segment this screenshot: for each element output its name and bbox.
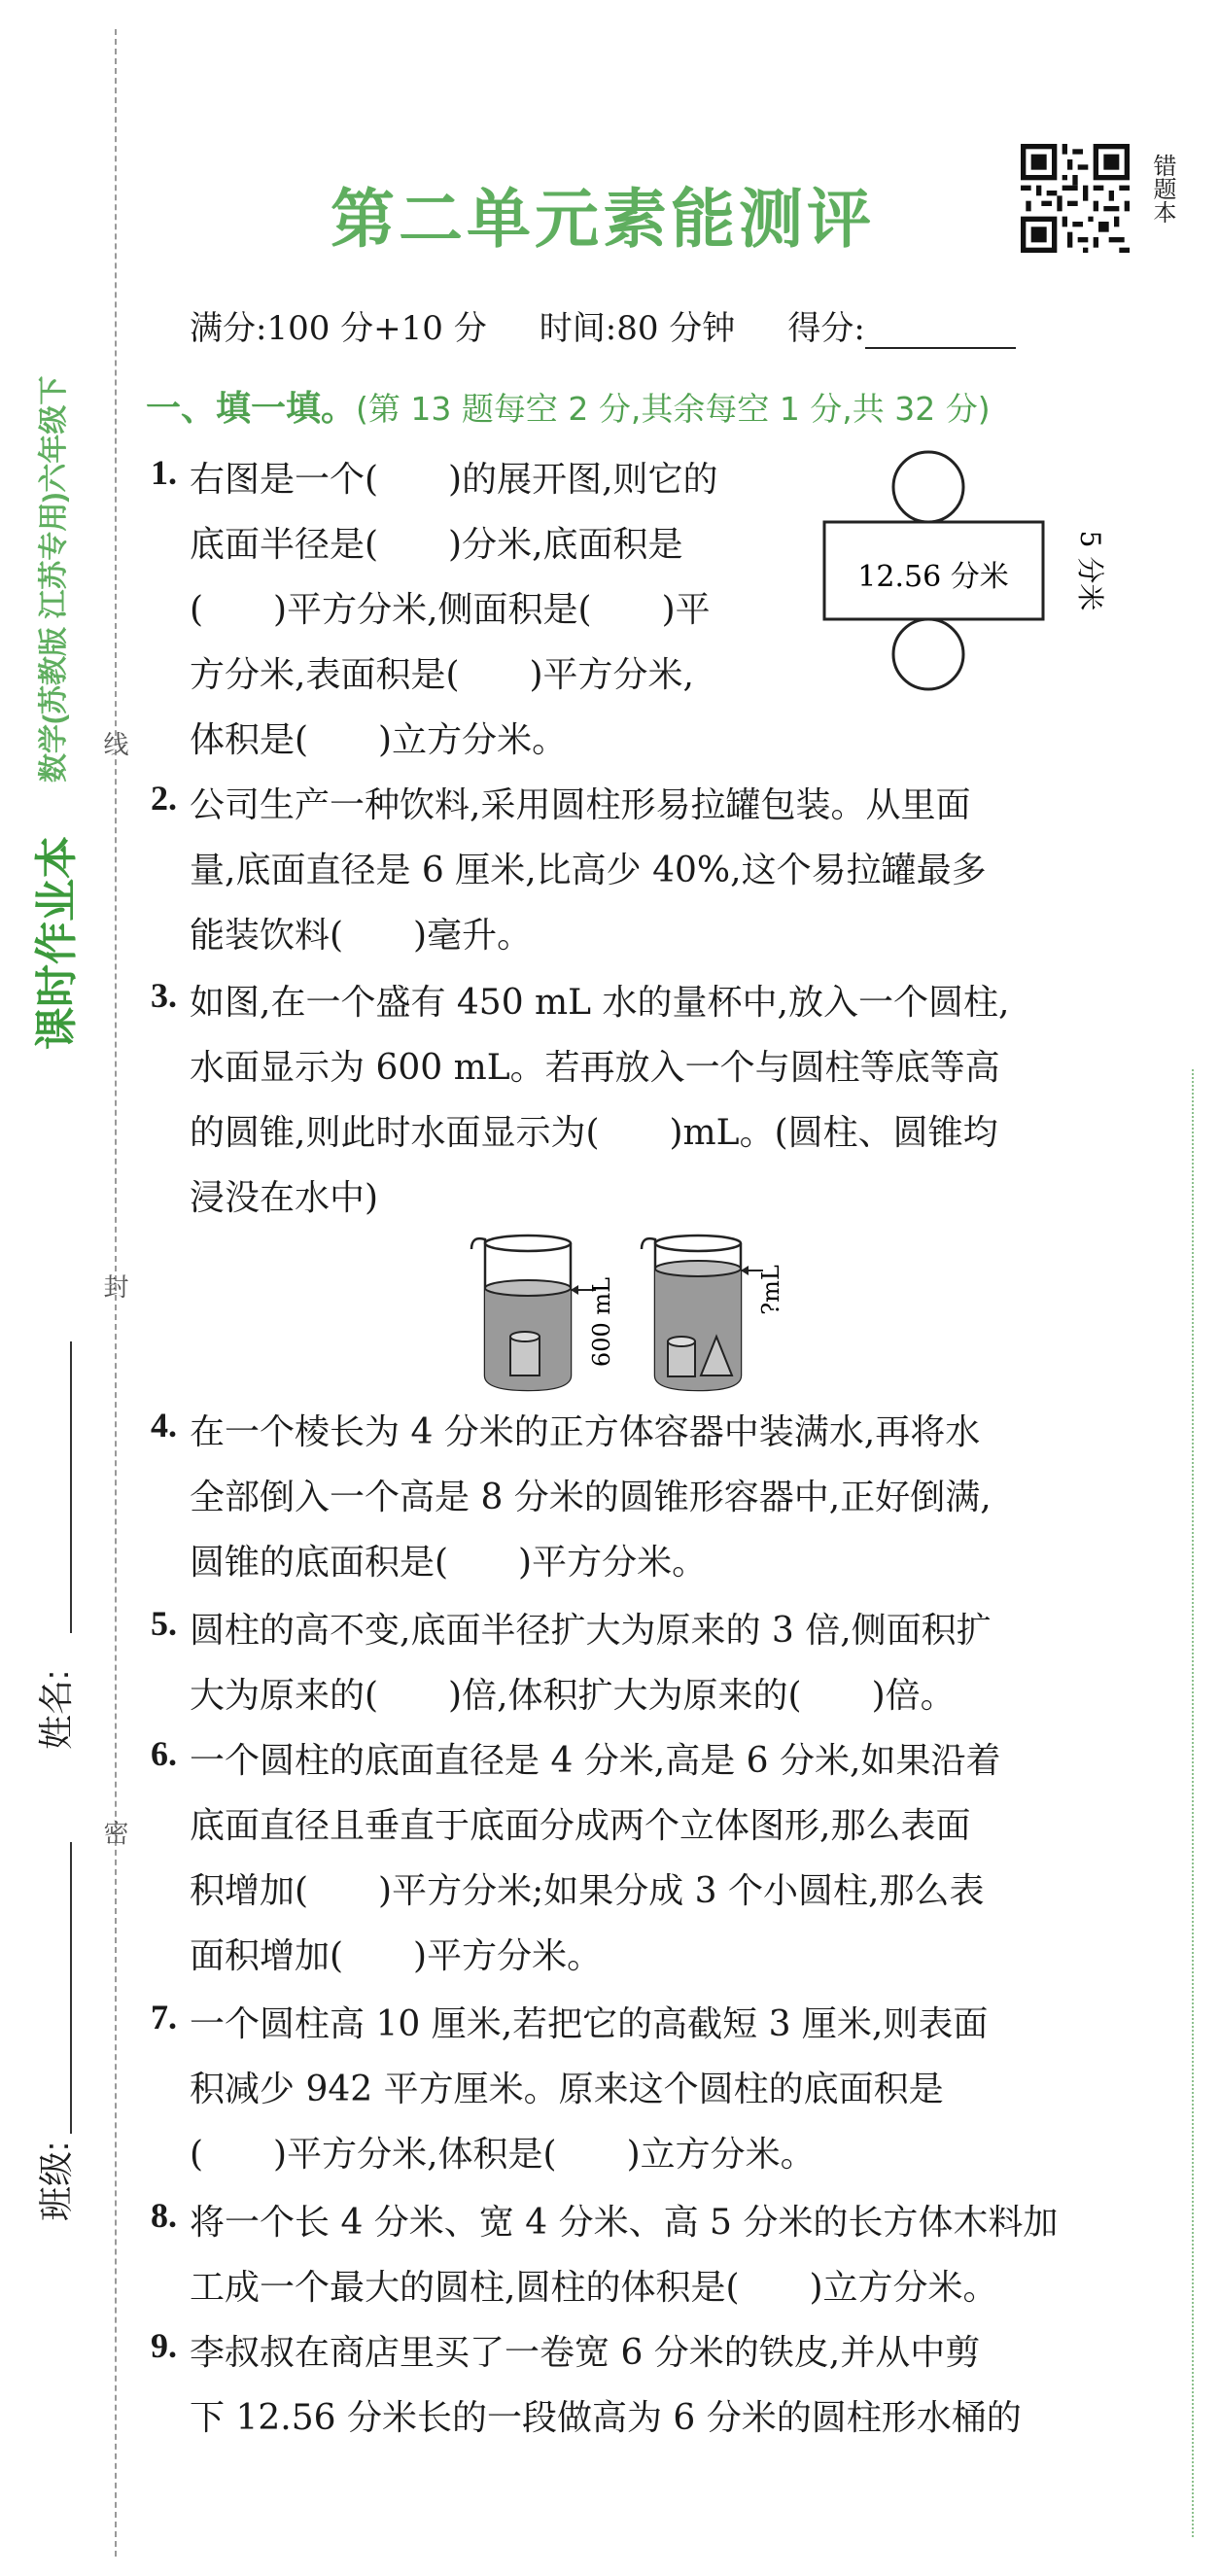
section-heading: [146, 381, 991, 431]
question-line: 积增加( )平方分米;如果分成 3 个小圆柱,那么表: [190, 1871, 985, 1911]
question-line: 量,底面直径是 6 厘米,比高少 40%,这个易拉罐最多: [190, 851, 987, 890]
question-line: 方分米,表面积是( )平方分米,: [190, 655, 694, 695]
right-volume-label: ?mL: [757, 1265, 784, 1315]
question-number: 2.: [151, 779, 177, 818]
question-line: 能装饮料( )毫升。: [190, 916, 533, 956]
question-line: 一个圆柱的底面直径是 4 分米,高是 6 分米,如果沿着: [190, 1741, 1001, 1781]
score-info: [190, 301, 1016, 349]
question-line: 右图是一个( )的展开图,则它的: [190, 460, 718, 500]
question-line: 全部倒入一个高是 8 分米的圆锥形容器中,正好倒满,: [190, 1478, 992, 1517]
question-line: 积减少 942 平方厘米。原来这个圆柱的底面积是: [190, 2070, 944, 2109]
full-score: 满分:100 分+10 分: [190, 309, 487, 348]
class-label: 班级:: [36, 2141, 76, 2221]
question-line: 的圆锥,则此时水面显示为( )mL。(圆柱、圆锥均: [190, 1113, 998, 1153]
class-underline: [70, 1842, 72, 2134]
subject-label: 数学(苏教版 江苏专用)六年级下: [38, 375, 70, 783]
question-line: 在一个棱长为 4 分米的正方体容器中装满水,再将水: [190, 1412, 981, 1452]
top-circle: [893, 452, 963, 522]
question-9: [190, 2320, 1113, 2451]
score-label: 得分:: [787, 309, 865, 348]
question-number: 8.: [151, 2196, 177, 2235]
question-3: [190, 970, 1113, 1231]
section-note: (第 13 题每空 2 分,其余每空 1 分,共 32 分): [356, 390, 991, 428]
question-8: [190, 2190, 1113, 2320]
question-line: 一个圆柱高 10 厘米,若把它的高截短 3 厘米,则表面: [190, 2004, 989, 2044]
question-4: [190, 1400, 1113, 1595]
question-line: 浸没在水中): [190, 1178, 379, 1218]
brand-logo: 课时作业本: [33, 836, 81, 1050]
question-7: [190, 1992, 1113, 2187]
question-line: 大为原来的( )倍,体积扩大为原来的( )倍。: [190, 1676, 956, 1716]
cylinder-net-diagram: [817, 442, 1108, 705]
right-beaker: [642, 1236, 763, 1390]
section-title: 一、填一填。: [146, 389, 357, 429]
question-line: 李叔叔在商店里买了一卷宽 6 分米的铁皮,并从中剪: [190, 2333, 981, 2373]
question-number: 9.: [151, 2326, 177, 2365]
question-line: 底面直径且垂直于底面分成两个立体图形,那么表面: [190, 1806, 971, 1846]
question-number: 4.: [151, 1406, 177, 1445]
question-number: 3.: [151, 976, 177, 1015]
question-line: 如图,在一个盛有 450 mL 水的量杯中,放入一个圆柱,: [190, 983, 1010, 1023]
question-line: 圆锥的底面积是( )平方分米。: [190, 1543, 708, 1583]
question-number: 5.: [151, 1604, 177, 1643]
question-line: ( )平方分米,侧面积是( )平: [190, 590, 711, 630]
question-line: 工成一个最大的圆柱,圆柱的体积是( )立方分米。: [190, 2268, 998, 2308]
left-volume-label: 600 mL: [588, 1276, 615, 1368]
question-line: 公司生产一种饮料,采用圆柱形易拉罐包装。从里面: [190, 785, 971, 825]
score-blank[interactable]: [865, 318, 1016, 349]
class-field[interactable]: [29, 1842, 78, 2231]
bottom-circle: [893, 619, 963, 689]
qr-code[interactable]: [1021, 144, 1130, 253]
question-line: ( )平方分米,体积是( )立方分米。: [190, 2135, 816, 2175]
name-field[interactable]: [29, 1341, 78, 1750]
binding-xian: 线: [100, 731, 129, 756]
binding-mi: 密: [100, 1820, 129, 1845]
question-2: [190, 773, 1113, 968]
question-1: [190, 447, 831, 773]
question-line: 下 12.56 分米长的一段做高为 6 分米的圆柱形水桶的: [190, 2398, 1022, 2438]
question-line: 圆柱的高不变,底面半径扩大为原来的 3 倍,侧面积扩: [190, 1611, 992, 1651]
question-6: [190, 1728, 1113, 1989]
question-number: 1.: [151, 453, 177, 492]
question-5: [190, 1598, 1113, 1728]
question-line: 面积增加( )平方分米。: [190, 1936, 603, 1976]
measuring-cups-figure: [462, 1230, 792, 1400]
page-title: 第二单元素能测评: [331, 182, 875, 257]
time-limit: 时间:80 分钟: [539, 309, 736, 348]
cuotiben-label: 错题本: [1149, 154, 1176, 224]
binding-feng: 封: [100, 1273, 129, 1299]
left-beaker: [471, 1236, 596, 1390]
question-line: 将一个长 4 分米、宽 4 分米、高 5 分米的长方体木料加: [190, 2203, 1059, 2243]
name-underline: [70, 1341, 72, 1633]
name-label: 姓名:: [36, 1669, 76, 1750]
question-line: 底面半径是( )分米,底面积是: [190, 525, 683, 565]
rect-length-label: 12.56 分米: [857, 560, 1009, 594]
question-number: 7.: [151, 1998, 177, 2036]
question-number: 6.: [151, 1734, 177, 1773]
question-line: 体积是( )立方分米。: [190, 720, 568, 760]
rect-height-label: 5 分米: [1074, 530, 1106, 611]
right-dashed-line: [1192, 1069, 1194, 2537]
question-line: 水面显示为 600 mL。若再放入一个与圆柱等底等高: [190, 1048, 1000, 1088]
